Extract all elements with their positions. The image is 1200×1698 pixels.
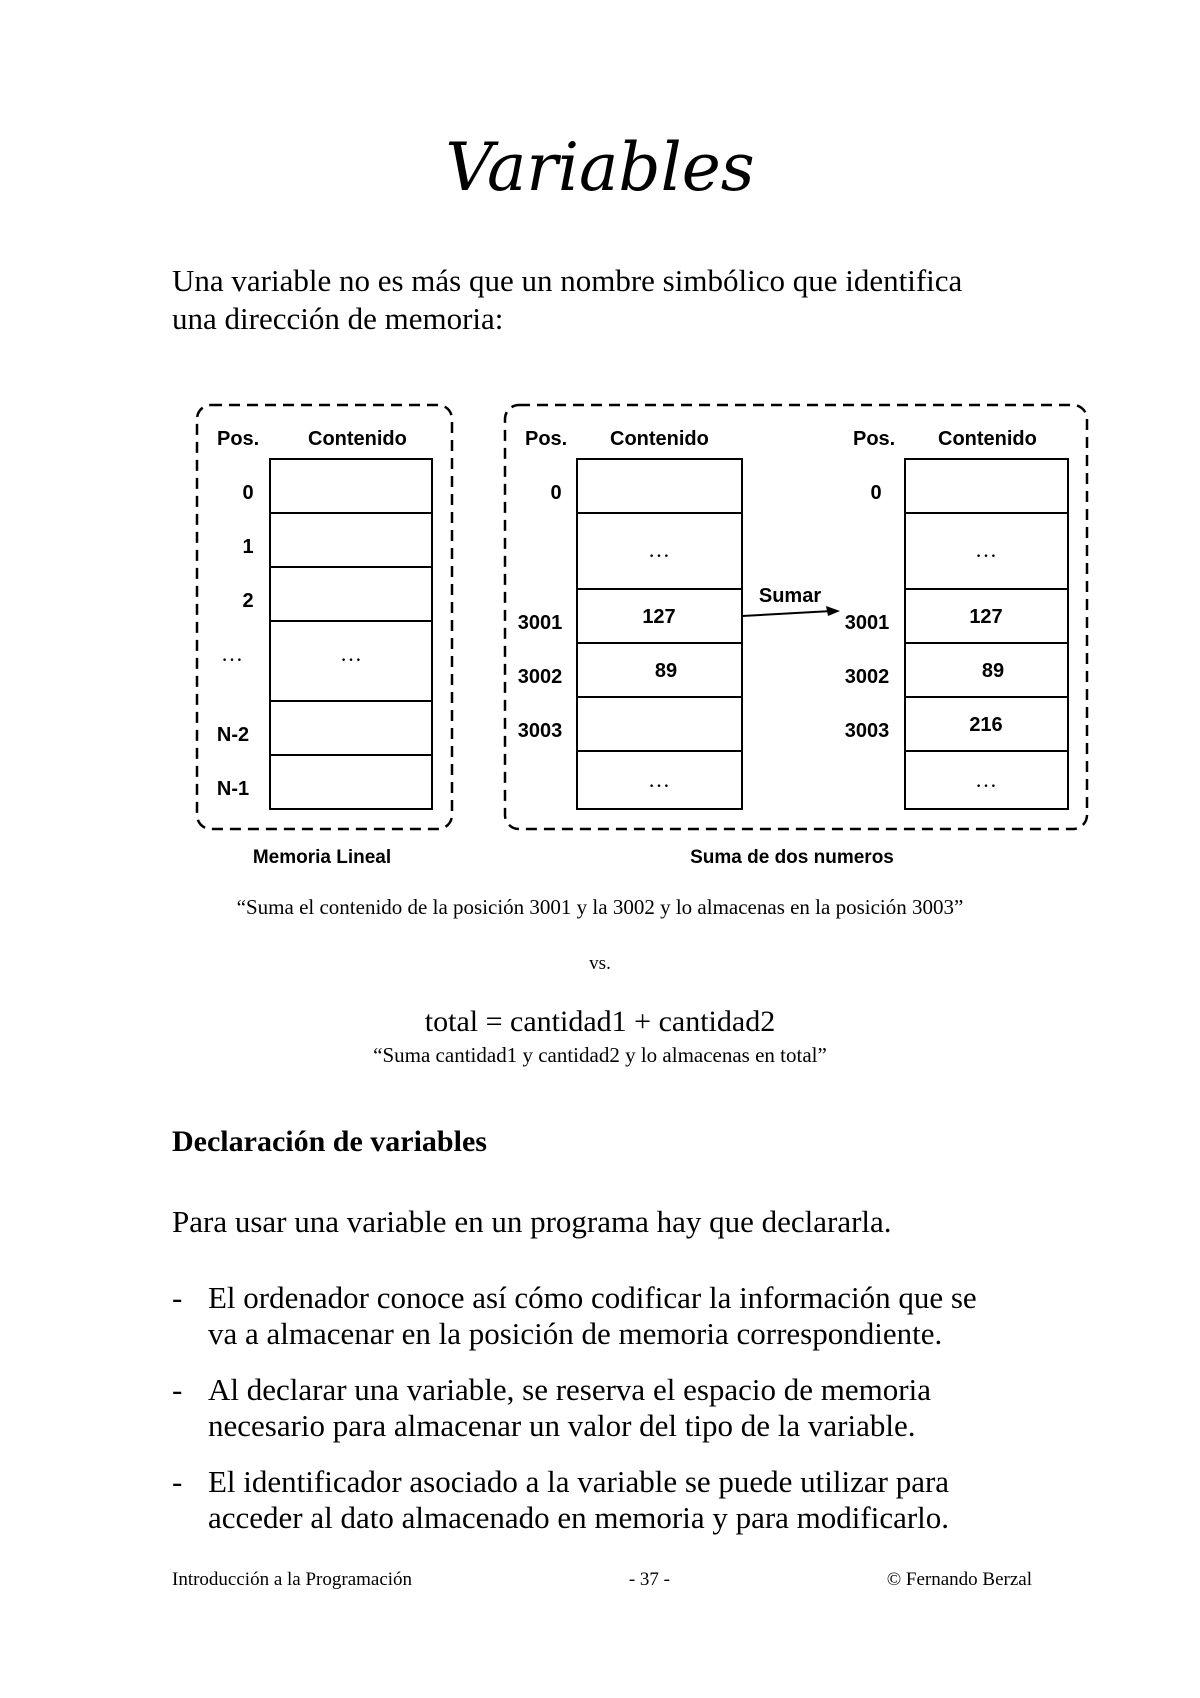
list-item xyxy=(172,1280,1072,1352)
before-content-ellipsis-bottom: … xyxy=(648,767,670,792)
linear-memory-caption: Memoria Lineal xyxy=(252,847,392,868)
page-number: - 37 - xyxy=(628,1569,670,1590)
linear-pos-1: 1 xyxy=(242,536,254,558)
before-pos-3001: 3001 xyxy=(517,612,563,634)
versus-label: vs. xyxy=(589,953,611,974)
bullet-line: El ordenador conoce así cómo codificar la información que se xyxy=(208,1280,977,1315)
before-cell-0 xyxy=(577,459,742,513)
intro-line-1: Una variable no es más que un nombre simbólico que identifica xyxy=(172,263,963,298)
bullet-dash: - xyxy=(172,1464,183,1499)
after-pos-header: Pos. xyxy=(853,428,896,450)
list-item xyxy=(172,1464,1072,1536)
after-pos-3002: 3002 xyxy=(844,666,890,688)
linear-content-header: Contenido xyxy=(308,428,407,450)
before-value-3002: 89 xyxy=(654,660,678,682)
linear-pos-n-2: N-2 xyxy=(216,724,250,746)
intro-line-2: una dirección de memoria: xyxy=(172,301,504,336)
after-value-3003: 216 xyxy=(969,714,1003,736)
after-value-3001: 127 xyxy=(969,606,1003,628)
before-pos-0: 0 xyxy=(550,482,562,504)
bullet-line: necesario para almacenar un valor del tipo de la variable. xyxy=(208,1408,916,1443)
before-value-3001: 127 xyxy=(642,606,676,628)
sumar-label: Sumar xyxy=(758,585,822,607)
after-pos-0: 0 xyxy=(870,482,882,504)
linear-cell-n-2 xyxy=(270,701,432,755)
before-cell-3003 xyxy=(577,697,742,751)
page-footer xyxy=(172,1569,1032,1591)
linear-pos-header: Pos. xyxy=(217,428,260,450)
before-pos-3003: 3003 xyxy=(517,720,563,742)
after-content-ellipsis-bottom: … xyxy=(975,767,997,792)
memory-diagram xyxy=(0,395,1200,875)
linear-pos-ellipsis: … xyxy=(221,641,243,666)
sumar-arrow xyxy=(742,606,840,616)
bullet-dash: - xyxy=(172,1372,183,1407)
linear-cell-2 xyxy=(270,567,432,621)
bullet-dash: - xyxy=(172,1280,183,1315)
machine-instruction-quote: “Suma el contenido de la posición 3001 y la 3002 y lo almacenas en la posición 3003” xyxy=(236,895,964,919)
after-cell-0 xyxy=(905,459,1068,513)
linear-cell-n-1 xyxy=(270,755,432,809)
linear-memory-frame xyxy=(197,405,452,829)
list-item xyxy=(172,1372,1072,1444)
bullet-list xyxy=(172,1280,1072,1556)
after-pos-3001: 3001 xyxy=(844,612,890,634)
page-title: Variables xyxy=(445,129,755,206)
linear-content-ellipsis: … xyxy=(340,641,362,666)
bullet-line: va a almacenar en la posición de memoria correspondiente. xyxy=(208,1316,943,1351)
declaration-paragraph: Para usar una variable en un programa hay que declararla. xyxy=(172,1204,892,1239)
before-content-ellipsis-top: … xyxy=(648,537,670,562)
linear-cells xyxy=(270,459,432,809)
before-pos-header: Pos. xyxy=(525,428,568,450)
variable-instruction-quote: “Suma cantidad1 y cantidad2 y lo almacenas en total” xyxy=(373,1043,827,1067)
linear-pos-0: 0 xyxy=(242,482,254,504)
after-content-header: Contenido xyxy=(938,428,1037,450)
bullet-line: acceder al dato almacenado en memoria y para modificarlo. xyxy=(208,1500,950,1535)
after-cells xyxy=(905,459,1068,809)
linear-pos-2: 2 xyxy=(242,590,254,612)
sum-caption: Suma de dos numeros xyxy=(690,847,894,868)
linear-pos-n-1: N-1 xyxy=(216,778,250,800)
before-cells xyxy=(577,459,742,809)
bullet-line: El identificador asociado a la variable se puede utilizar para xyxy=(208,1464,950,1499)
bullet-line: Al declarar una variable, se reserva el espacio de memoria xyxy=(208,1372,931,1407)
after-pos-3003: 3003 xyxy=(844,720,890,742)
footer-course-title: Introducción a la Programación xyxy=(172,1569,413,1590)
after-value-3002: 89 xyxy=(981,660,1005,682)
linear-cell-0 xyxy=(270,459,432,513)
intro-paragraph xyxy=(172,262,1052,338)
linear-cell-1 xyxy=(270,513,432,567)
after-content-ellipsis-top: … xyxy=(975,537,997,562)
section-heading: Declaración de variables xyxy=(172,1125,487,1158)
before-pos-3002: 3002 xyxy=(517,666,563,688)
footer-author: © Fernando Berzal xyxy=(886,1569,1032,1590)
variable-formula: total = cantidad1 + cantidad2 xyxy=(424,1005,776,1038)
before-content-header: Contenido xyxy=(610,428,709,450)
